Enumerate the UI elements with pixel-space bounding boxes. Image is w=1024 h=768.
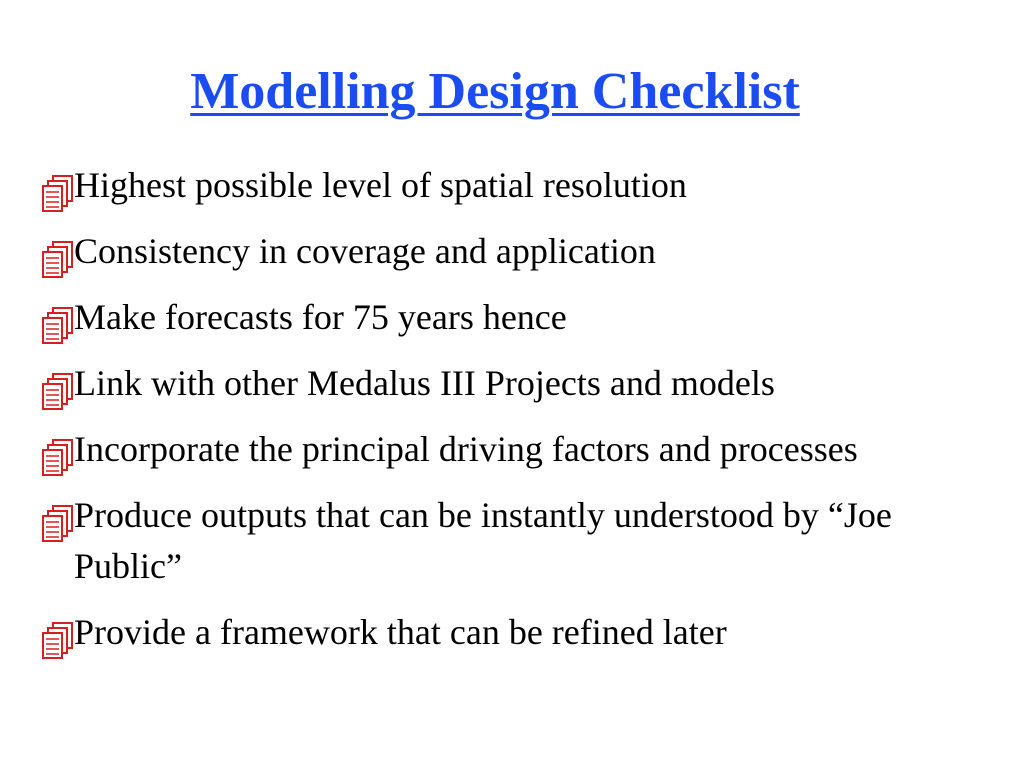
- bullet-item: [40, 226, 1000, 277]
- bullet-item: [40, 358, 1000, 409]
- bullet-list: [40, 160, 1000, 673]
- stacked-pages-icon: [40, 240, 74, 280]
- bullet-item: [40, 292, 1000, 343]
- bullet-text: Produce outputs that can be instantly understood by “Joe Public”: [74, 495, 892, 586]
- bullet-text: Highest possible level of spatial resolution: [74, 165, 687, 205]
- bullet-item: [40, 607, 1000, 658]
- bullet-text: Incorporate the principal driving factors and processes: [74, 429, 858, 469]
- stacked-pages-icon: [40, 504, 74, 544]
- bullet-item: [40, 160, 1000, 211]
- bullet-text: Make forecasts for 75 years hence: [74, 297, 567, 337]
- stacked-pages-icon: [40, 174, 74, 214]
- stacked-pages-icon: [40, 372, 74, 412]
- bullet-text: Provide a framework that can be refined later: [74, 612, 727, 652]
- bullet-text: Link with other Medalus III Projects and models: [74, 363, 775, 403]
- stacked-pages-icon: [40, 438, 74, 478]
- stacked-pages-icon: [40, 621, 74, 661]
- bullet-text: Consistency in coverage and application: [74, 231, 656, 271]
- slide-title: Modelling Design Checklist: [190, 63, 800, 120]
- bullet-item: [40, 424, 1000, 475]
- stacked-pages-icon: [40, 306, 74, 346]
- bullet-item: [40, 490, 1000, 592]
